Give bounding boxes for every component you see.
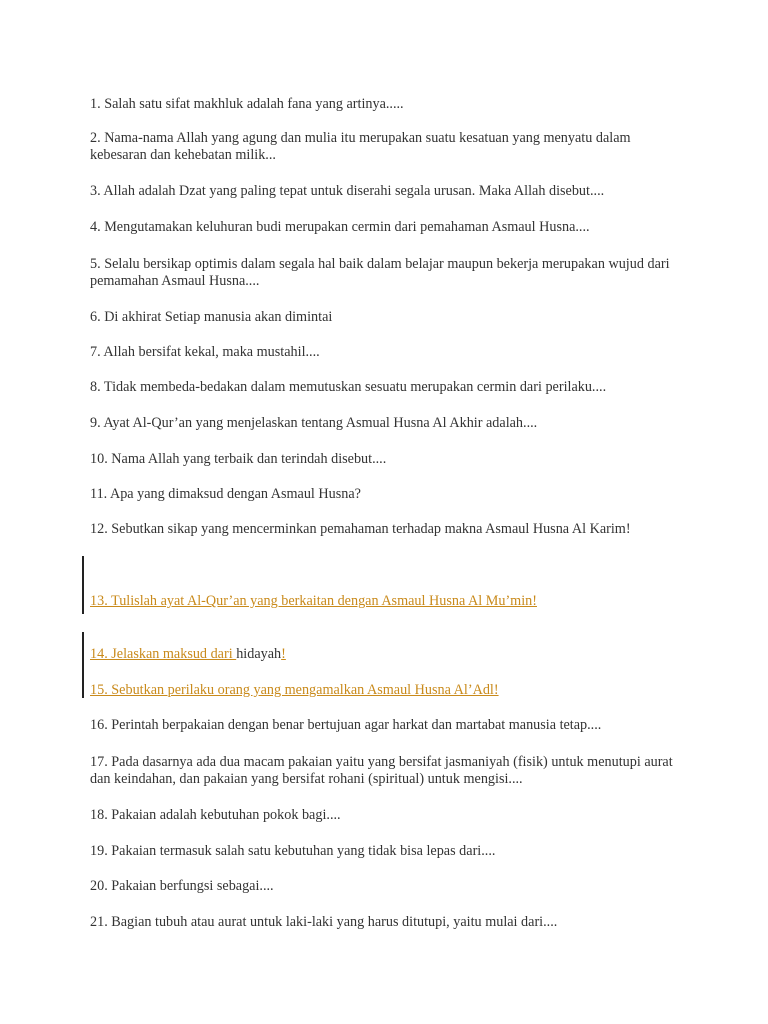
question-15-tracked xyxy=(90,682,690,699)
question-12: 12. Sebutkan sikap yang mencerminkan pemahaman terhadap makna Asmaul Husna Al Karim! xyxy=(90,521,631,537)
question-13-tracked xyxy=(90,593,690,610)
question-6: 6. Di akhirat Setiap manusia akan dimintai xyxy=(90,309,333,325)
question-14-part2: hidayah xyxy=(236,646,282,662)
question-1: 1. Salah satu sifat makhluk adalah fana yang artinya..... xyxy=(90,96,404,112)
question-20: 20. Pakaian berfungsi sebagai.... xyxy=(90,878,274,894)
question-4: 4. Mengutamakan keluhuran budi merupakan cermin dari pemahaman Asmaul Husna.... xyxy=(90,219,590,235)
question-15-text: 15. Sebutkan perilaku orang yang mengamalkan Asmaul Husna Al’Adl! xyxy=(90,682,499,698)
change-bar xyxy=(82,632,84,698)
question-10: 10. Nama Allah yang terbaik dan terindah disebut.... xyxy=(90,451,387,467)
question-5: 5. Selalu bersikap optimis dalam segala hal baik dalam belajar maupun bekerja merupakan wujud dari pemamahan Asmaul Husna.... xyxy=(90,256,670,289)
question-19: 19. Pakaian termasuk salah satu kebutuhan yang tidak bisa lepas dari.... xyxy=(90,843,496,859)
question-17: 17. Pada dasarnya ada dua macam pakaian yaitu yang bersifat jasmaniyah (fisik) untuk menutupi aurat dan keindahan, dan pakaian yang bersifat rohani (spiritual) untuk mengisi.... xyxy=(90,754,673,787)
question-14-part1: 14. Jelaskan maksud dari xyxy=(90,646,237,662)
question-14-part3: ! xyxy=(281,646,286,662)
question-21: 21. Bagian tubuh atau aurat untuk laki-laki yang harus ditutupi, yaitu mulai dari.... xyxy=(90,914,558,930)
question-16: 16. Perintah berpakaian dengan benar bertujuan agar harkat dan martabat manusia tetap.... xyxy=(90,717,602,733)
question-3: 3. Allah adalah Dzat yang paling tepat untuk diserahi segala urusan. Maka Allah disebut.... xyxy=(90,183,605,199)
question-18: 18. Pakaian adalah kebutuhan pokok bagi.... xyxy=(90,807,341,823)
question-14-tracked xyxy=(90,646,690,663)
change-bar xyxy=(82,556,84,614)
question-13-text: 13. Tulislah ayat Al-Qur’an yang berkaitan dengan Asmaul Husna Al Mu’min! xyxy=(90,593,537,609)
question-11: 11. Apa yang dimaksud dengan Asmaul Husna? xyxy=(90,486,361,502)
question-8: 8. Tidak membeda-bedakan dalam memutuskan sesuatu merupakan cermin dari perilaku.... xyxy=(90,379,607,395)
question-9: 9. Ayat Al-Qur’an yang menjelaskan tentang Asmual Husna Al Akhir adalah.... xyxy=(90,415,538,431)
question-7: 7. Allah bersifat kekal, maka mustahil.... xyxy=(90,344,320,360)
question-2: 2. Nama-nama Allah yang agung dan mulia itu merupakan suatu kesatuan yang menyatu dalam kebesaran dan kehebatan milik... xyxy=(90,130,631,163)
